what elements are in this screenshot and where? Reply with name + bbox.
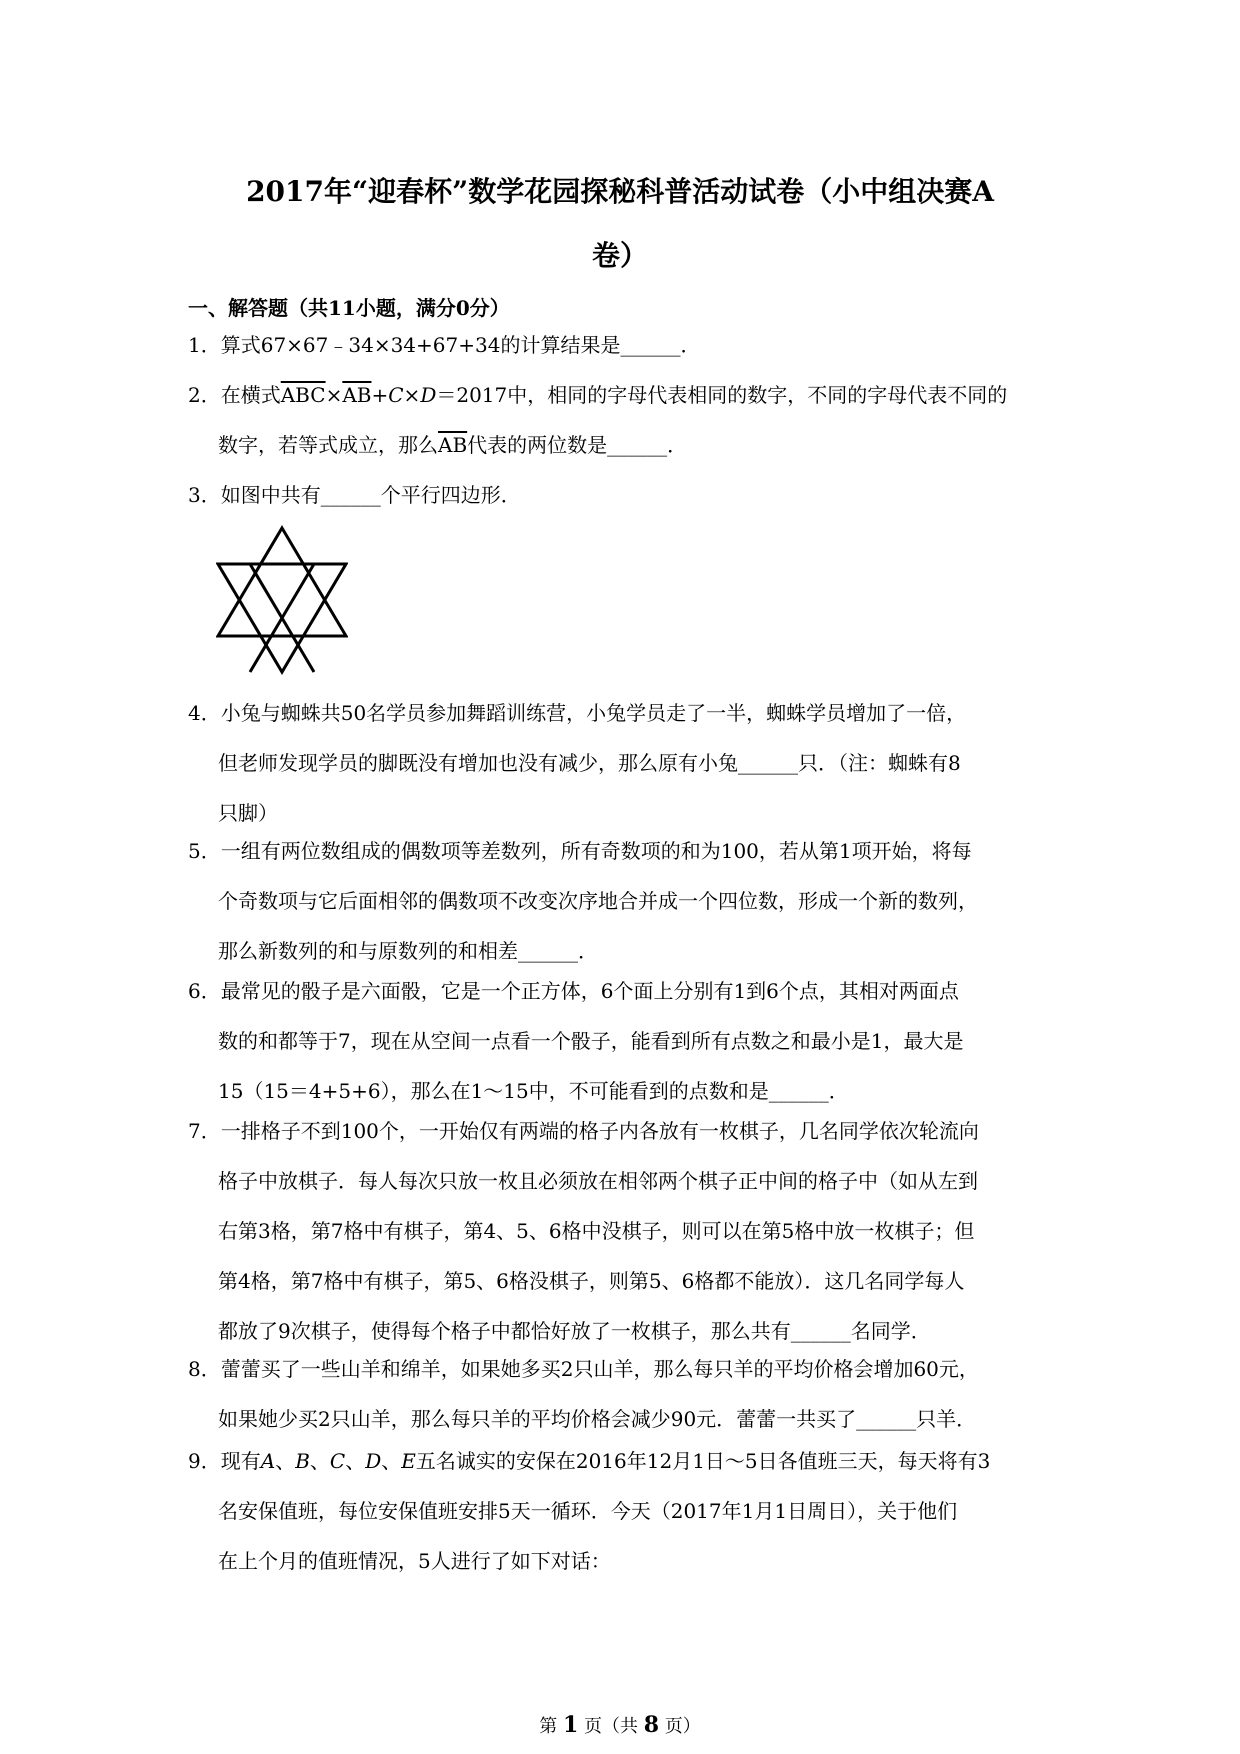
question-7-line-3: 右第3格，第7格中有棋子，第4、5、6格中没棋子，则可以在第5格中放一枚棋子；但: [218, 1219, 975, 1243]
question-5-line-3: 那么新数列的和与原数列的和相差______．: [218, 939, 598, 963]
question-9-line-2: 名安保值班，每位安保值班安排5天一循环．今天（2017年1月1日周日），关于他们: [218, 1499, 958, 1523]
page-title-line-2: 卷）: [591, 239, 648, 272]
q9-sep-3: 、: [345, 1449, 366, 1473]
q9-sep-2: 、: [309, 1449, 330, 1473]
q2-plus: +: [371, 383, 389, 407]
q2-ab-overline: $\overline{AB}$: [342, 383, 372, 407]
question-5-line-1: 5．一组有两位数组成的偶数项等差数列，所有奇数项的和为100，若从第1项开始，将每: [188, 839, 972, 863]
question-4-line-2: 但老师发现学员的脚既没有增加也没有减少，那么原有小兔______只．（注：蜘蛛有8: [218, 751, 961, 775]
question-3: [188, 470, 1068, 520]
question-3-text: 3．如图中共有______个平行四边形．: [188, 483, 521, 507]
question-4: [188, 688, 1068, 838]
q2-ab-overline-2: $\overline{AB}$: [438, 433, 468, 457]
question-1: [188, 320, 1068, 370]
question-9: [188, 1436, 1068, 1586]
footer-page-number: 1: [562, 1712, 579, 1738]
question-6-line-3: 15（15＝4+5+6），那么在1～15中，不可能看到的点数和是______．: [218, 1079, 849, 1103]
page-footer: [0, 1712, 1240, 1738]
question-5: [188, 826, 1068, 976]
question-5-line-2: 个奇数项与它后面相邻的偶数项不改变次序地合并成一个四位数，形成一个新的数列，: [218, 889, 978, 913]
q9-text-a: 9．现有: [188, 1449, 261, 1473]
question-6: [188, 966, 1068, 1116]
q2-var-d: D: [420, 383, 437, 407]
question-7-line-4: 第4格，第7格中有棋子，第5、6格没棋子，则第5、6格都不能放）．这几名同学每人: [218, 1269, 965, 1293]
question-6-line-1: 6．最常见的骰子是六面骰，它是一个正方体，6个面上分别有1到6个点，其相对两面点: [188, 979, 959, 1003]
question-2: [188, 370, 1068, 470]
question-8: [188, 1344, 1068, 1444]
footer-total-pages: 8: [643, 1712, 660, 1738]
footer-text-a: 第: [539, 1716, 558, 1737]
q2-times-2: ×: [403, 383, 421, 407]
question-9-line-1: [188, 1436, 1068, 1486]
q9-text-b: 五名诚实的安保在2016年12月1日～5日各值班三天，每天将有3: [415, 1449, 991, 1473]
question-7: [188, 1106, 1068, 1356]
question-7-line-2: 格子中放棋子．每人每次只放一枚且必须放在相邻两个棋子正中间的格子中（如从左到: [218, 1169, 978, 1193]
q2-abc-overline: $\overline{ABC}$: [280, 383, 326, 407]
question-7-line-1: 7．一排格子不到100个，一开始仅有两端的格子内各放有一枚棋子，几名同学依次轮流向: [188, 1119, 979, 1143]
question-8-line-2: 如果她少买2只山羊，那么每只羊的平均价格会减少90元．蕾蕾一共买了______只羊．: [218, 1407, 977, 1431]
q2-var-c: C: [388, 383, 404, 407]
star-of-david-figure: [216, 524, 348, 676]
question-4-line-3: 只脚）: [218, 801, 278, 825]
question-2-line-2: [188, 420, 1068, 470]
q9-var-c: C: [329, 1449, 346, 1473]
question-6-line-2: 数的和都等于7，现在从空间一点看一个骰子，能看到所有点数之和最小是1，最大是: [218, 1029, 964, 1053]
page-title-line-1: 2017年“迎春杯”数学花园探秘科普活动试卷（小中组决赛A: [246, 175, 994, 208]
question-2-line-1: [188, 370, 1068, 420]
question-4-line-1: 4．小兔与蜘蛛共50名学员参加舞蹈训练营，小兔学员走了一半，蜘蛛学员增加了一倍，: [188, 701, 967, 725]
q9-var-b: B: [295, 1449, 310, 1473]
question-7-line-5: 都放了9次棋子，使得每个格子中都恰好放了一枚棋子，那么共有______名同学．: [218, 1319, 931, 1343]
q2-text-c: 数字，若等式成立，那么: [218, 433, 438, 457]
q2-text-b: ＝2017中，相同的字母代表相同的数字，不同的字母代表不同的: [436, 383, 1008, 407]
q2-text-d: 代表的两位数是______．: [467, 433, 688, 457]
q9-var-d: D: [365, 1449, 382, 1473]
q2-times: ×: [325, 383, 343, 407]
q9-sep-4: 、: [381, 1449, 402, 1473]
q9-var-a: A: [260, 1449, 276, 1473]
question-1-text: 1．算式67×67﹣34×34+67+34的计算结果是______．: [188, 333, 701, 357]
q9-sep-1: 、: [275, 1449, 296, 1473]
q2-text-a: 2．在横式: [188, 383, 281, 407]
question-9-line-3: 在上个月的值班情况，5人进行了如下对话：: [218, 1549, 611, 1573]
q9-var-e: E: [401, 1449, 416, 1473]
section-heading: 一、解答题（共11小题，满分0分）: [188, 296, 510, 320]
footer-text-b: 页（共: [584, 1716, 638, 1737]
footer-text-c: 页）: [664, 1716, 701, 1737]
question-8-line-1: 8．蕾蕾买了一些山羊和绵羊，如果她多买2只山羊，那么每只羊的平均价格会增加60元，: [188, 1357, 979, 1381]
